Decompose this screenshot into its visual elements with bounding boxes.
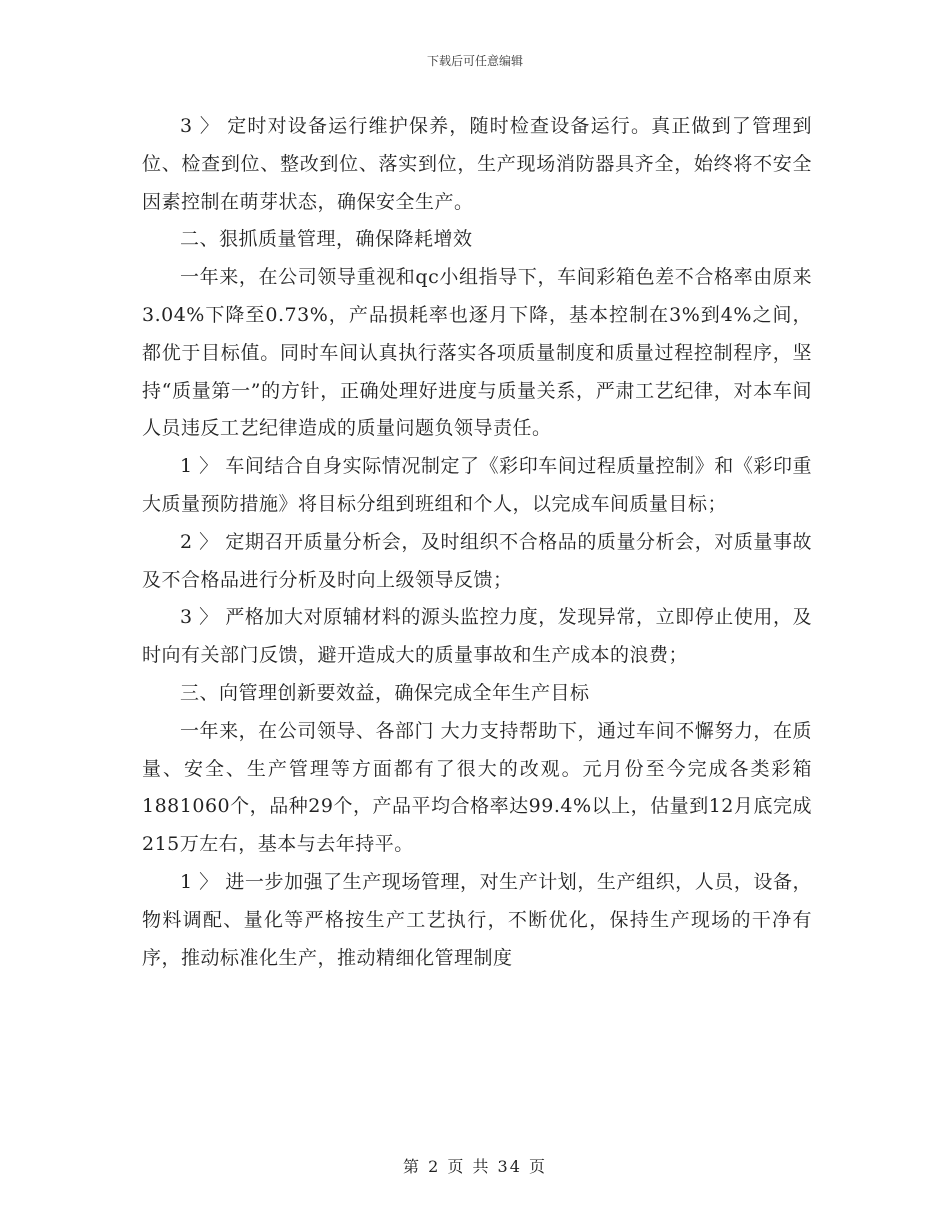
section-heading: 二、狠抓质量管理，确保降耗增效: [180, 228, 473, 251]
section-heading: 三、向管理创新要效益，确保完成全年生产目标: [180, 681, 590, 704]
page-number: 第 2 页 共 34 页: [403, 1157, 547, 1176]
paragraph: 一年来，在公司领导、各部门 大力支持帮助下，通过车间不懈努力，在质量、安全、生产管理等方面都有了很大的改观。元月份至今完成各类彩箱1881060个，品种29个，产品平均合格率达99.4%以上，估量到12月底完成215万左右，基本与去年持平。: [142, 719, 812, 856]
page-header: 下载后可任意编辑: [426, 54, 523, 68]
paragraph: 3 〉 定时对设备运行维护保养，随时检查设备运行。真正做到了管理到位、检查到位、整改到位、落实到位，生产现场消防器具齐全，始终将不安全因素控制在萌芽状态，确保安全生产。: [142, 115, 812, 213]
paragraph: 1 〉 进一步加强了生产现场管理，对生产计划，生产组织，人员，设备，物料调配、量化等严格按生产工艺执行，不断优化，保持生产现场的干净有序，推动标准化生产，推动精细化管理制度: [142, 870, 812, 969]
paragraph: 1 〉 车间结合自身实际情况制定了《彩印车间过程质量控制》和《彩印重大质量预防措施》将目标分组到班组和个人，以完成车间质量目标；: [142, 455, 812, 515]
paragraph: 3 〉 严格加大对原辅材料的源头监控力度，发现异常，立即停止使用，及时向有关部门反馈，避开造成大的质量事故和生产成本的浪费；: [142, 606, 812, 667]
paragraph: 一年来，在公司领导重视和qc小组指导下，车间彩箱色差不合格率由原来3.04%下降至0.73%，产品损耗率也逐月下降，基本控制在3%到4%之间，都优于目标值。同时车间认真执行落实各项质量制度和质量过程控制程序，坚持“质量第一”的方针，正确处理好进度与质量关系，严肃工艺纪律，对本车间人员违反工艺纪律造成的质量问题负领导责任。: [142, 266, 812, 440]
document-body: [142, 108, 812, 977]
paragraph: 2 〉 定期召开质量分析会，及时组织不合格品的质量分析会，对质量事故及不合格品进行分析及时向上级领导反馈；: [142, 530, 812, 591]
